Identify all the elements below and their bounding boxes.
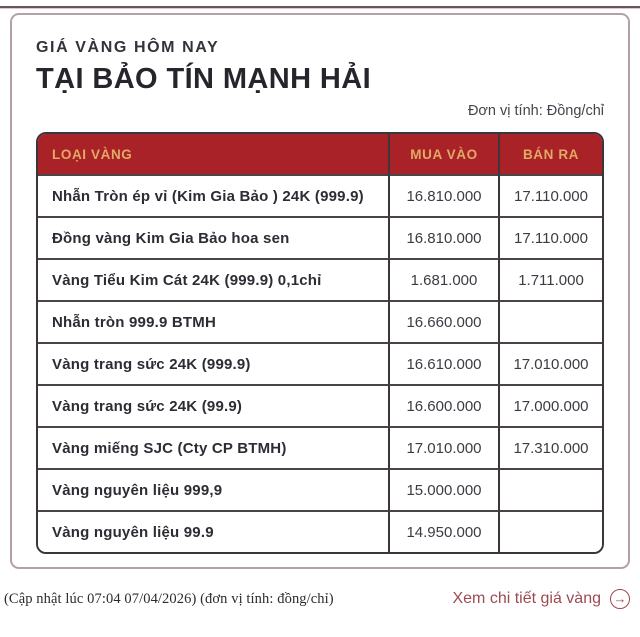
table-row (38, 300, 602, 342)
sell-price-cell (498, 468, 602, 510)
table-row (38, 342, 602, 384)
gold-type-cell: Vàng nguyên liệu 999,9 (38, 468, 388, 510)
gold-type-cell: Nhẫn tròn 999.9 BTMH (38, 300, 388, 342)
page-title: TẠI BẢO TÍN MẠNH HẢI (36, 63, 372, 95)
buy-price-cell: 16.600.000 (388, 384, 498, 426)
sell-price-cell (498, 510, 602, 552)
buy-price-cell: 14.950.000 (388, 510, 498, 552)
unit-note: Đơn vị tính: Đồng/chỉ (467, 103, 604, 120)
table-row (38, 216, 602, 258)
detail-link[interactable] (452, 589, 630, 609)
update-note: (Cập nhật lúc 07:04 07/04/2026) (đơn vị tính: đồng/chỉ) (4, 590, 334, 607)
buy-price-cell: 17.010.000 (388, 426, 498, 468)
buy-price-cell: 1.681.000 (388, 258, 498, 300)
table-row (38, 426, 602, 468)
price-card (10, 13, 630, 569)
arrow-right-icon (610, 589, 630, 609)
gold-table-header (38, 134, 602, 174)
sell-price-cell: 17.000.000 (498, 384, 602, 426)
buy-price-cell: 16.610.000 (388, 342, 498, 384)
gold-table-body (38, 174, 602, 552)
gold-price-widget (0, 6, 640, 609)
table-row (38, 384, 602, 426)
gold-type-cell: Đồng vàng Kim Gia Bảo hoa sen (38, 216, 388, 258)
sell-price-cell: 17.010.000 (498, 342, 602, 384)
table-row (38, 468, 602, 510)
buy-price-cell: 16.810.000 (388, 216, 498, 258)
buy-price-cell: 16.660.000 (388, 300, 498, 342)
table-row (38, 258, 602, 300)
sell-price-cell: 17.310.000 (498, 426, 602, 468)
sell-price-cell: 17.110.000 (498, 216, 602, 258)
buy-price-cell: 16.810.000 (388, 174, 498, 216)
sell-price-cell (498, 300, 602, 342)
buy-price-cell: 15.000.000 (388, 468, 498, 510)
gold-type-cell: Vàng trang sức 24K (999.9) (38, 342, 388, 384)
page-subtitle: GIÁ VÀNG HÔM NAY (36, 39, 220, 56)
sell-price-cell: 1.711.000 (498, 258, 602, 300)
top-divider (0, 6, 640, 9)
footer (0, 569, 640, 609)
sell-price-cell: 17.110.000 (498, 174, 602, 216)
arrow-glyph: → (613, 591, 627, 606)
column-header-buy: MUA VÀO (388, 134, 498, 174)
gold-type-cell: Vàng trang sức 24K (99.9) (38, 384, 388, 426)
gold-type-cell: Vàng nguyên liệu 99.9 (38, 510, 388, 552)
table-row (38, 174, 602, 216)
gold-type-cell: Nhẫn Tròn ép vỉ (Kim Gia Bảo ) 24K (999.9) (38, 174, 388, 216)
gold-type-cell: Vàng miếng SJC (Cty CP BTMH) (38, 426, 388, 468)
column-header-sell: BÁN RA (498, 134, 602, 174)
detail-link-label: Xem chi tiết giá vàng (452, 590, 601, 607)
gold-type-cell: Vàng Tiểu Kim Cát 24K (999.9) 0,1chỉ (38, 258, 388, 300)
header-row (38, 134, 602, 174)
column-header-type: LOẠI VÀNG (38, 134, 388, 174)
gold-price-table (36, 132, 604, 554)
table-row (38, 510, 602, 552)
